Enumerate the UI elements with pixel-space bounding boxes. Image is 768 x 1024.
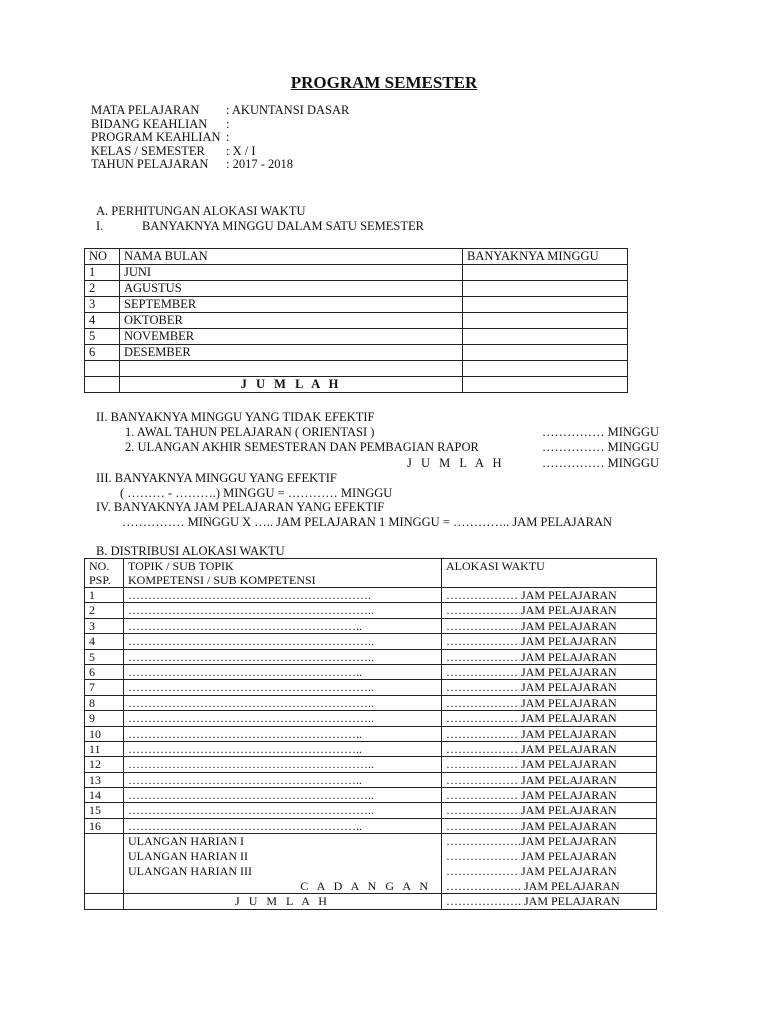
ulangan-row [85, 834, 657, 894]
row-alloc: ……………… JAM PELAJARAN [442, 757, 657, 772]
table-row [85, 649, 657, 664]
row-topic: …………………………………………………….. [124, 603, 442, 618]
section-ii-heading: II. BANYAKNYA MINGGU YANG TIDAK EFEKTIF [96, 410, 375, 424]
row-alloc: ……………… JAM PELAJARAN [442, 741, 657, 756]
row-alloc: ……………… JAM PELAJARAN [442, 788, 657, 803]
section-a-heading: A. PERHITUNGAN ALOKASI WAKTU [96, 204, 306, 218]
table-row [85, 711, 657, 726]
table-row [85, 313, 628, 329]
row-no: 4 [85, 313, 120, 329]
row-month: AGUSTUS [120, 281, 463, 297]
row-no: 6 [85, 664, 124, 679]
section-ii-item2-minggu: …………… MINGGU [542, 440, 660, 454]
table-total-row [85, 377, 628, 393]
table-row [85, 345, 628, 361]
cadangan-label: C A D A N G A N [300, 878, 431, 893]
header-nama-bulan: NAMA BULAN [120, 249, 463, 265]
row-no: 16 [85, 818, 124, 833]
table-row [85, 297, 628, 313]
row-no: 14 [85, 788, 124, 803]
row-no: 4 [85, 634, 124, 649]
table-row [85, 818, 657, 833]
row-no: 5 [85, 329, 120, 345]
row-no: 1 [85, 265, 120, 281]
row-alloc: ……………… JAM PELAJARAN [442, 649, 657, 664]
section-ii-item2: 2. ULANGAN AKHIR SEMESTERAN DAN PEMBAGIAN RAPOR [125, 440, 479, 454]
section-iii-line: ( ……… - ……….) MINGGU = ………… MINGGU [120, 486, 393, 500]
ulangan-harian-3-alloc: ……………… JAM PELAJARAN [446, 863, 617, 878]
table-row [85, 588, 657, 603]
meta-value-mata-pelajaran: : AKUNTANSI DASAR [226, 103, 350, 117]
header-topic-line2: KOMPETENSI / SUB KOMPETENSI [128, 573, 316, 587]
row-topic: …………………………………………………….. [124, 803, 442, 818]
meta-value-kelas-semester: : X / I [226, 144, 256, 158]
total-alloc: ………………. JAM PELAJARAN [442, 894, 657, 909]
table-row [85, 329, 628, 345]
row-topic: ………………………………………………….. [124, 741, 442, 756]
row-no: 15 [85, 803, 124, 818]
row-alloc: ……………… JAM PELAJARAN [442, 772, 657, 787]
row-alloc: ……………… JAM PELAJARAN [442, 803, 657, 818]
weeks-per-semester-table [84, 248, 628, 393]
total-label: J U M L A H [124, 894, 442, 909]
total-label: J U M L A H [120, 377, 463, 393]
table-total-row [85, 894, 657, 909]
row-no: 11 [85, 741, 124, 756]
meta-value-bidang-keahlian: : [226, 117, 230, 131]
row-weeks-cell [463, 329, 628, 345]
table-row [85, 741, 657, 756]
table-row [85, 772, 657, 787]
row-no: 9 [85, 711, 124, 726]
section-ii-item1: 1. AWAL TAHUN PELAJARAN ( ORIENTASI ) [125, 425, 375, 439]
row-no: 2 [85, 281, 120, 297]
section-a-sub-i-label: BANYAKNYA MINGGU DALAM SATU SEMESTER [142, 219, 424, 233]
table-row [85, 803, 657, 818]
row-alloc: ……………… JAM PELAJARAN [442, 695, 657, 710]
table-row [85, 788, 657, 803]
table-row [85, 634, 657, 649]
meta-label-tahun-pelajaran: TAHUN PELAJARAN [91, 157, 209, 171]
header-no-line1: NO. [89, 559, 110, 573]
row-no: 7 [85, 680, 124, 695]
section-a-sub-i-number: I. [96, 219, 104, 233]
row-alloc: ……………… JAM PELAJARAN [442, 664, 657, 679]
meta-value-program-keahlian: : [226, 130, 230, 144]
table-row [85, 695, 657, 710]
table-row [85, 757, 657, 772]
section-iv-line: …………… MINGGU X ….. JAM PELAJARAN 1 MINGGU = ………….. JAM PELAJARAN [122, 515, 613, 529]
header-alloc: ALOKASI WAKTU [442, 559, 657, 588]
row-alloc: ……………… JAM PELAJARAN [442, 603, 657, 618]
row-alloc: ……………… JAM PELAJARAN [442, 711, 657, 726]
row-weeks-cell [463, 281, 628, 297]
row-weeks-cell [463, 345, 628, 361]
distribution-rows [85, 588, 657, 834]
row-no: 3 [85, 297, 120, 313]
row-month: JUNI [120, 265, 463, 281]
row-topic: …………………………………………………….. [124, 788, 442, 803]
meta-label-program-keahlian: PROGRAM KEAHLIAN [91, 130, 221, 144]
header-topic-line1: TOPIK / SUB TOPIK [128, 559, 234, 573]
row-no: 8 [85, 695, 124, 710]
table-row [85, 726, 657, 741]
table-row [85, 265, 628, 281]
table-row [85, 281, 628, 297]
meta-label-mata-pelajaran: MATA PELAJARAN [91, 103, 200, 117]
row-topic: …………………………………………………….. [124, 680, 442, 695]
ulangan-harian-1-label: ULANGAN HARIAN I [128, 834, 244, 849]
section-iv-heading: IV. BANYAKNYA JAM PELAJARAN YANG EFEKTIF [96, 500, 385, 514]
row-topic: ………………………………………………….. [124, 618, 442, 633]
table-row-empty [85, 361, 628, 377]
section-iii-heading: III. BANYAKNYA MINGGU YANG EFEKTIF [96, 471, 337, 485]
row-weeks-cell [463, 265, 628, 281]
table-row [85, 618, 657, 633]
header-no: NO [85, 249, 120, 265]
section-ii-item1-minggu: …………… MINGGU [542, 425, 660, 439]
table-row [85, 680, 657, 695]
ulangan-labels [124, 834, 442, 894]
table-header-row [85, 249, 628, 265]
meta-label-bidang-keahlian: BIDANG KEAHLIAN [91, 117, 208, 131]
ulangan-no-cell [85, 834, 124, 894]
row-topic: ………………………………………………….. [124, 726, 442, 741]
meta-value-tahun-pelajaran: : 2017 - 2018 [226, 157, 294, 171]
row-topic: …………………………………………………….. [124, 649, 442, 664]
row-no: 1 [85, 588, 124, 603]
row-no: 2 [85, 603, 124, 618]
empty-cell [85, 377, 120, 393]
empty-cell [85, 361, 120, 377]
row-topic: ………………………………………………….. [124, 818, 442, 833]
row-topic: ………………………………………………….. [124, 664, 442, 679]
row-alloc: ……………… JAM PELAJARAN [442, 818, 657, 833]
row-topic: …………………………………………………….. [124, 757, 442, 772]
document-title: PROGRAM SEMESTER [290, 73, 478, 92]
row-topic: …………………………………………………….. [124, 695, 442, 710]
row-weeks-cell [463, 297, 628, 313]
table-header-row [85, 559, 657, 588]
row-month: NOVEMBER [120, 329, 463, 345]
row-topic: …………………………………………………….. [124, 634, 442, 649]
table-row [85, 603, 657, 618]
section-ii-jumlah: J U M L A H [407, 456, 505, 470]
ulangan-harian-2-alloc: ……………… JAM PELAJARAN [446, 849, 617, 864]
header-banyaknya-minggu: BANYAKNYA MINGGU [463, 249, 628, 265]
row-month: DESEMBER [120, 345, 463, 361]
empty-cell [120, 361, 463, 377]
meta-label-kelas-semester: KELAS / SEMESTER [91, 144, 205, 158]
row-alloc: ……………… JAM PELAJARAN [442, 588, 657, 603]
row-topic: …………………………………………………….. [124, 711, 442, 726]
header-no-line2: PSP. [89, 573, 111, 587]
row-no: 13 [85, 772, 124, 787]
row-no: 10 [85, 726, 124, 741]
ulangan-harian-3-label: ULANGAN HARIAN III [128, 863, 252, 878]
ulangan-harian-2-label: ULANGAN HARIAN II [128, 849, 248, 864]
section-b-heading: B. DISTRIBUSI ALOKASI WAKTU [96, 544, 285, 558]
row-no: 3 [85, 618, 124, 633]
row-month: OKTOBER [120, 313, 463, 329]
row-alloc: ……………… JAM PELAJARAN [442, 634, 657, 649]
row-weeks-cell [463, 313, 628, 329]
time-distribution-table [84, 558, 657, 910]
table-row [85, 664, 657, 679]
row-alloc: ……………… JAM PELAJARAN [442, 618, 657, 633]
row-topic: ……………………………………………………. [124, 588, 442, 603]
total-no-cell [85, 894, 124, 909]
row-alloc: ……………… JAM PELAJARAN [442, 726, 657, 741]
ulangan-harian-1-alloc: ……………….JAM PELAJARAN [446, 834, 617, 849]
row-month: SEPTEMBER [120, 297, 463, 313]
header-no-psp [85, 559, 124, 588]
header-topic [124, 559, 442, 588]
cadangan-alloc: ………………. JAM PELAJARAN [446, 878, 620, 893]
section-ii-jumlah-minggu: …………… MINGGU [542, 456, 660, 470]
row-alloc: ……………… JAM PELAJARAN [442, 680, 657, 695]
ulangan-allocs [442, 834, 657, 894]
row-no: 6 [85, 345, 120, 361]
row-no: 12 [85, 757, 124, 772]
row-no: 5 [85, 649, 124, 664]
row-topic: ………………………………………………….. [124, 772, 442, 787]
total-value-cell [463, 377, 628, 393]
empty-cell [463, 361, 628, 377]
